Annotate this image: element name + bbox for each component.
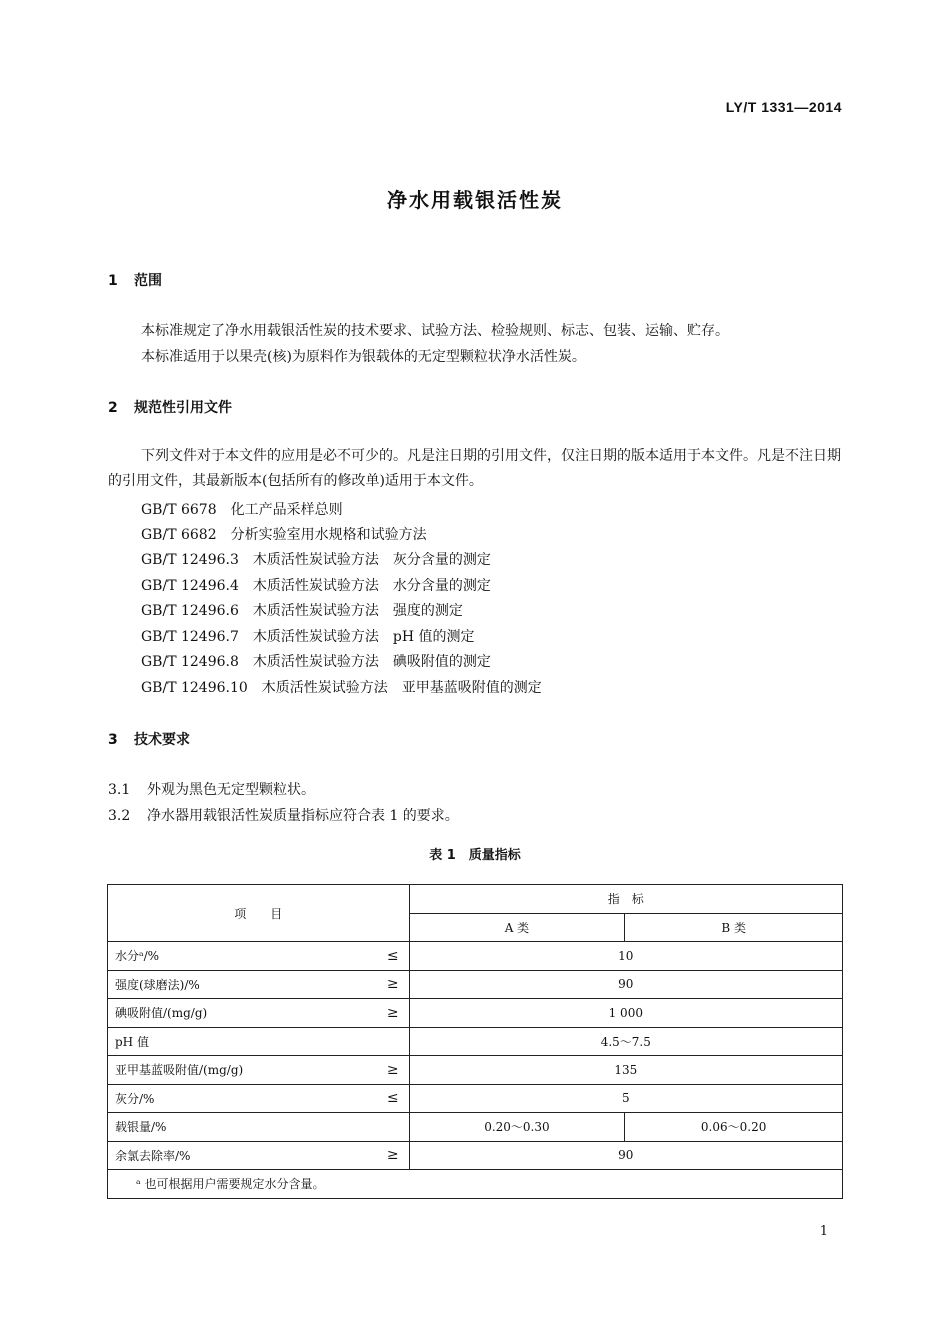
row-item-label: 碘吸附值/(mg/g): [115, 1006, 208, 1021]
standard-code: LY/T 1331—2014: [725, 99, 842, 115]
section-2-heading: [108, 397, 232, 417]
document-title: 净水用载银活性炭: [387, 188, 563, 212]
section-number: 2: [108, 400, 118, 416]
table-row: [108, 970, 843, 999]
section-1-heading: [108, 270, 162, 290]
reference-item: [141, 626, 475, 646]
table-row: [108, 942, 843, 971]
row-item: [108, 970, 410, 999]
clause-text: 净水器用载银活性炭质量指标应符合表 1 的要求。: [147, 808, 459, 824]
row-value-b: 0.06～0.20: [625, 1113, 843, 1142]
row-value: 5: [409, 1084, 842, 1113]
reference-title: 分析实验室用水规格和试验方法: [230, 527, 427, 543]
header-item: 项 目: [108, 885, 410, 942]
reference-item: [141, 600, 463, 620]
section-title: 范围: [134, 273, 162, 289]
table-footnote: ᵃ 也可根据用户需要规定水分含量。: [108, 1170, 843, 1199]
table-row: [108, 1056, 843, 1085]
header-class-a: A 类: [409, 913, 625, 942]
clause-number: 3.1: [108, 782, 131, 798]
row-item-label: 强度(球磨法)/%: [115, 977, 200, 992]
row-item: [108, 999, 410, 1028]
reference-title: 木质活性炭试验方法 强度的测定: [252, 603, 463, 619]
reference-title: 木质活性炭试验方法 pH 值的测定: [252, 629, 475, 645]
reference-title: 木质活性炭试验方法 水分含量的测定: [252, 578, 491, 594]
reference-title: 木质活性炭试验方法 灰分含量的测定: [252, 552, 491, 568]
reference-code: GB/T 6678: [141, 502, 217, 518]
row-item-label: 余氯去除率/%: [115, 1148, 191, 1163]
scope-paragraph-2: 本标准适用于以果壳(核)为原料作为银载体的无定型颗粒状净水活性炭。: [141, 349, 586, 365]
reference-code: GB/T 6682: [141, 527, 217, 543]
quality-index-table: [107, 884, 843, 1199]
row-symbol: ≥: [386, 976, 399, 993]
table-header-row: [108, 885, 843, 914]
clause-text: 外观为黑色无定型颗粒状。: [147, 782, 315, 798]
section-title: 技术要求: [134, 732, 190, 748]
row-symbol: ≥: [386, 1147, 399, 1164]
table-row: [108, 999, 843, 1028]
clause-3-1: [108, 779, 315, 799]
row-symbol: ≥: [386, 1004, 399, 1021]
reference-item: [141, 499, 343, 519]
page-number: 1: [819, 1224, 828, 1239]
reference-item: [141, 677, 542, 697]
header-index: 指 标: [409, 885, 842, 914]
scope-paragraph-1: 本标准规定了净水用载银活性炭的技术要求、试验方法、检验规则、标志、包装、运输、贮存。: [141, 323, 729, 339]
row-value: 4.5～7.5: [409, 1027, 842, 1056]
row-value-a: 0.20～0.30: [409, 1113, 625, 1142]
row-item: [108, 1084, 410, 1113]
row-value: 90: [409, 970, 842, 999]
reference-item: [141, 524, 427, 544]
row-item-label: 水分ᵃ/%: [115, 949, 160, 964]
reference-item: [141, 575, 491, 595]
row-value: 90: [409, 1141, 842, 1170]
reference-title: 木质活性炭试验方法 亚甲基蓝吸附值的测定: [261, 680, 542, 696]
reference-item: [141, 651, 491, 671]
table-row: [108, 1141, 843, 1170]
row-item-label: 载银量/%: [115, 1120, 167, 1135]
reference-title: 木质活性炭试验方法 碘吸附值的测定: [252, 654, 491, 670]
table-row: [108, 1084, 843, 1113]
clause-number: 3.2: [108, 808, 131, 824]
reference-code: GB/T 12496.3: [141, 552, 239, 568]
reference-code: GB/T 12496.7: [141, 629, 239, 645]
reference-item: [141, 549, 491, 569]
row-item: [108, 1027, 410, 1056]
reference-code: GB/T 12496.10: [141, 680, 248, 696]
row-value: 135: [409, 1056, 842, 1085]
section-number: 1: [108, 273, 118, 289]
row-symbol: ≤: [386, 1090, 399, 1107]
table-row: [108, 1113, 843, 1142]
row-value: 10: [409, 942, 842, 971]
section-3-heading: [108, 729, 190, 749]
reference-title: 化工产品采样总则: [230, 502, 343, 518]
section-number: 3: [108, 732, 118, 748]
reference-code: GB/T 12496.6: [141, 603, 239, 619]
clause-3-2: [108, 805, 459, 825]
row-item: [108, 1141, 410, 1170]
row-item-label: pH 值: [115, 1034, 149, 1049]
row-item: [108, 1056, 410, 1085]
row-symbol: ≥: [386, 1061, 399, 1078]
table-row: [108, 1027, 843, 1056]
row-symbol: ≤: [386, 947, 399, 964]
table-footnote-row: [108, 1170, 843, 1199]
section-title: 规范性引用文件: [134, 400, 232, 416]
reference-code: GB/T 12496.4: [141, 578, 239, 594]
reference-code: GB/T 12496.8: [141, 654, 239, 670]
row-item-label: 灰分/%: [115, 1091, 155, 1106]
table-caption: 表 1 质量指标: [429, 848, 521, 863]
row-item-label: 亚甲基蓝吸附值/(mg/g): [115, 1063, 244, 1078]
header-class-b: B 类: [625, 913, 843, 942]
row-item: [108, 1113, 410, 1142]
row-item: [108, 942, 410, 971]
row-value: 1 000: [409, 999, 842, 1028]
references-intro-paragraph: 下列文件对于本文件的应用是必不可少的。凡是注日期的引用文件，仅注日期的版本适用于本文件。凡是不注日期的引用文件，其最新版本(包括所有的修改单)适用于本文件。: [108, 448, 841, 489]
